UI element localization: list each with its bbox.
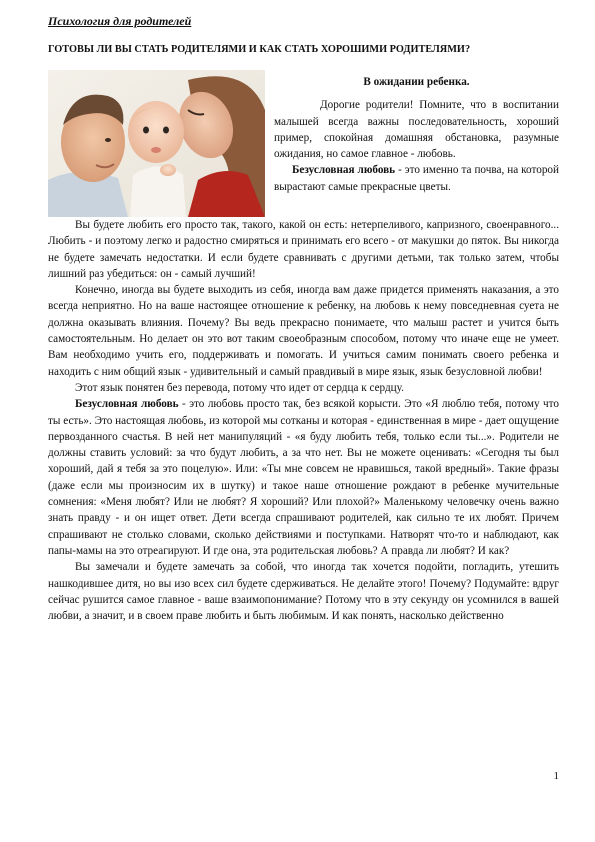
intro-column	[274, 74, 559, 195]
paragraph: Конечно, иногда вы будете выходить из себя, иногда вам даже придется применять наказания, а это всегда неприятно. Но на ваше настоящее отношение к ребенку, на любовь к нему повседневная суета не должна оказывать влияния. Почему? Вы ведь прекрасно понимаете, что малыш растет и учится быть самостоятельным. Но делает он это вот таким своеобразным способом, потому что иначе еще не умеет. Вам необходимо учить его, поддерживать и помогать. И учиться самим понимать своего ребенка и находить с ним общий язык - удивительный и самый правдивый в мире язык, язык безусловной любви!	[48, 284, 559, 378]
document-title: ГОТОВЫ ЛИ ВЫ СТАТЬ РОДИТЕЛЯМИ И КАК СТАТЬ ХОРОШИМИ РОДИТЕЛЯМИ?	[48, 44, 471, 55]
intro-paragraph: Дорогие родители! Помните, что в воспитании малышей всегда важны последовательность, хороший пример, спокойная домашняя обстановка, разумные ожидания, но самое главное - любовь.	[274, 99, 559, 161]
family-photo	[48, 70, 265, 217]
bold-term: Безусловная любовь	[292, 164, 396, 177]
paragraph: Этот язык понятен без перевода, потому что идет от сердца к сердцу.	[75, 381, 404, 394]
paragraph: Вы замечали и будете замечать за собой, что иногда так хочется подойти, погладить, утешить нашкодившее дитя, но вы изо всех сил будете сдерживаться. Не делайте этого! Почему? Подумайте: вдруг сейчас рушится самое главное - ваше взаимопонимание? Потому что в эту секунду он усомнился в вашей любви, а значит, и в своем праве любить и быть любимым. И как понять, насколько действенно	[48, 561, 559, 623]
paragraph: Вы будете любить его просто так, такого, какой он есть: нетерпеливого, капризного, своенравного... Любить - и поэтому легко и радостно смиряться и принимать его всего - от макушки до пяток. Вы никогда не будете замечать недостатки. И если будете сравнивать с другими детьми, так только затем, чтобы лишний раз убедиться: он - самый лучший!	[48, 219, 559, 280]
bold-term: Безусловная любовь	[75, 398, 179, 411]
section-heading: В ожидании ребенка.	[363, 76, 470, 88]
page-number: 1	[553, 770, 559, 782]
body-text	[48, 217, 559, 624]
paragraph-text: - это именно та почва, на которой вырастают самые прекрасные цветы.	[274, 164, 560, 193]
paragraph-text: - это любовь просто так, без всякой корысти. Это «Я люблю тебя, потому что ты есть». Это настоящая любовь, из которой мы сотканы и которая - единственная в мире - дает ощущение первозданного счастья. В ней нет манипуляций - «я буду любить тебя, только если ты...». Родители не должны ставить условий: за что будут любить, а за что нет. Вы не можете оценивать: «Сегодня ты был хороший, дай я тебя за это поцелую». Или: «Ты мне совсем не нравишься, такой вредный». Такие фразы (даже если мы произносим их в шутку) и такое наше отношение рождают в ребенке мучительные сомнения: «Меня любят? Или не любят? Я хороший? Или плохой?» Маленькому человечку очень важно знать правду - и он ищет ответ. Дети всегда спрашивают родителей, как сильно те их любят. Причем спрашивают не столько словами, сколько действиями и поступками. Натворят что-то и наблюдают, как папы-мамы на это отреагируют. И где она, эта родительская любовь? А правда ли любят? И как?	[48, 398, 559, 557]
unconditional-love-definition-paragraph	[48, 396, 559, 559]
unconditional-love-paragraph	[274, 162, 559, 195]
header-title: Психология для родителей	[48, 14, 192, 28]
